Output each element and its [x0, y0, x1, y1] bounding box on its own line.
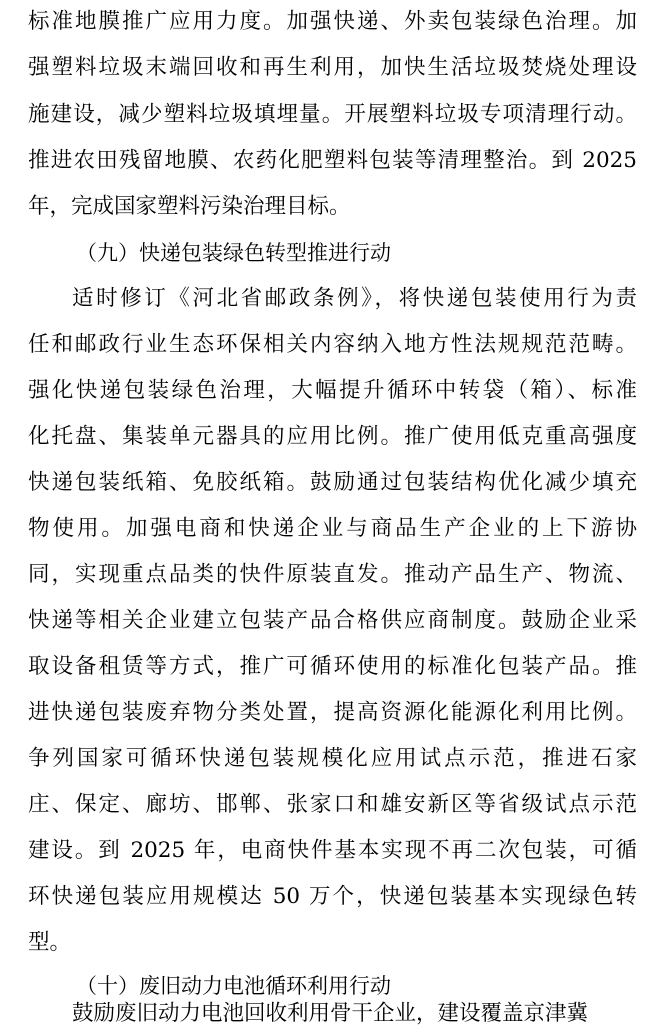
text-line: 适时修订《河北省邮政条例》，将快递包装使用行为责 — [72, 286, 637, 311]
text-line: 标准地膜推广应用力度。加强快递、外卖包装绿色治理。加 — [28, 9, 637, 34]
text-line: 快递等相关企业建立包装产品合格供应商制度。鼓励企业采 — [28, 608, 637, 633]
text-line: 施建设，减少塑料垃圾填埋量。开展塑料垃圾专项清理行动。 — [28, 102, 637, 127]
text-line: 年，完成国家塑料污染治理目标。 — [28, 194, 351, 219]
text-line: 强塑料垃圾末端回收和再生利用，加快生活垃圾焚烧处理设 — [28, 55, 637, 80]
text-line: 同，实现重点品类的快件原装直发。推动产品生产、物流、 — [28, 562, 637, 587]
text-line: 化托盘、集装单元器具的应用比例。推广使用低克重高强度 — [28, 424, 637, 449]
section-heading: （九）快递包装绿色转型推进行动 — [76, 241, 391, 265]
text-line: 强化快递包装绿色治理，大幅提升循环中转袋（箱）、标准 — [28, 378, 637, 403]
text-line: 庄、保定、廊坊、邯郸、张家口和雄安新区等省级试点示范 — [28, 792, 637, 817]
text-line: 型。 — [28, 930, 72, 955]
text-line: 推进农田残留地膜、农药化肥塑料包装等清理整治。到 2025 — [28, 148, 637, 173]
text-line: 环快递包装应用规模达 50 万个，快递包装基本实现绿色转 — [28, 884, 637, 909]
text-line: 建设。到 2025 年，电商快件基本实现不再二次包装，可循 — [28, 838, 637, 863]
text-line: 争列国家可循环快递包装规模化应用试点示范，推进石家 — [28, 746, 637, 771]
text-line: 任和邮政行业生态环保相关内容纳入地方性法规规范范畴。 — [28, 332, 637, 357]
text-line: 取设备租赁等方式，推广可循环使用的标准化包装产品。推 — [28, 654, 637, 679]
section-heading: （十）废旧动力电池循环利用行动 — [76, 974, 391, 998]
text-line: 物使用。加强电商和快递企业与商品生产企业的上下游协 — [28, 516, 637, 541]
text-line: 进快递包装废弃物分类处置，提高资源化能源化利用比例。 — [28, 700, 637, 725]
text-line: 快递包装纸箱、免胶纸箱。鼓励通过包装结构优化减少填充 — [28, 470, 637, 495]
text-line: 鼓励废旧动力电池回收利用骨干企业，建设覆盖京津冀 — [72, 1001, 589, 1026]
